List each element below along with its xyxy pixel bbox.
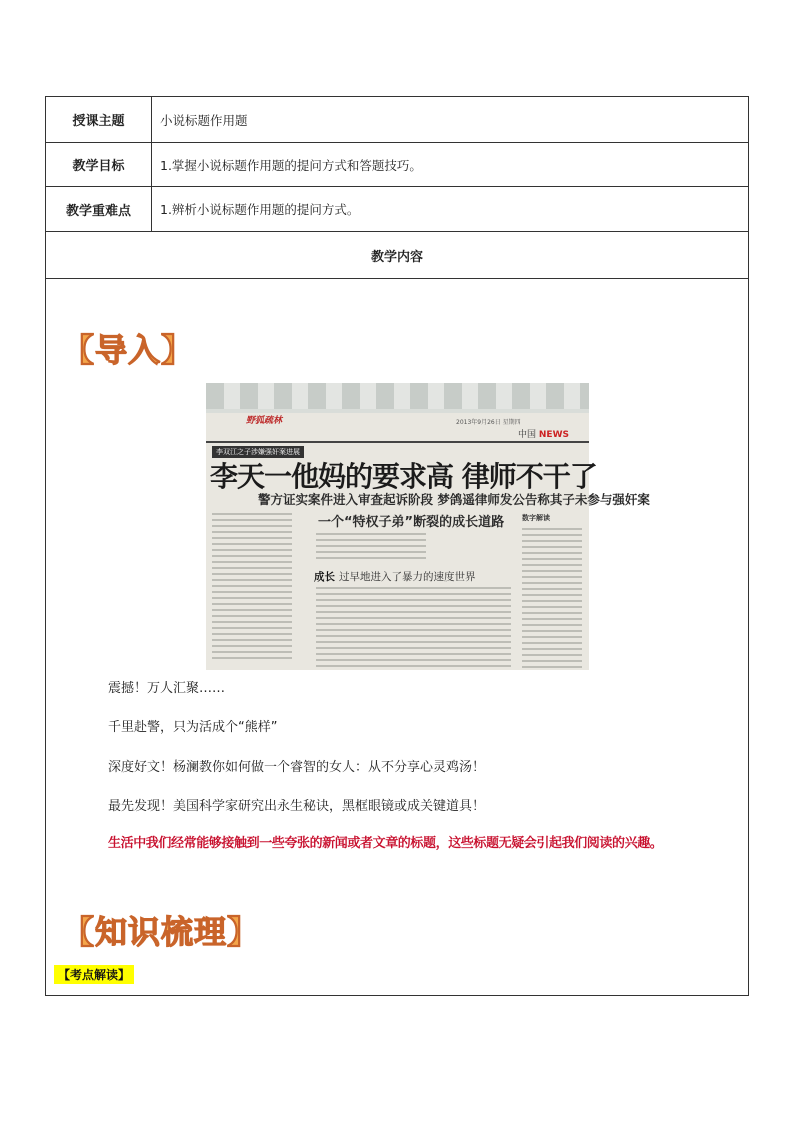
teaching-content	[46, 279, 748, 995]
key-points-value: 1.辨析小说标题作用题的提问方式。	[160, 202, 360, 217]
example-title-4: 最先发现！美国科学家研究出永生秘诀，黑框眼镜或成关键道具！	[108, 799, 486, 814]
key-points-label: 教学重难点	[46, 187, 152, 231]
lesson-plan-table	[45, 96, 749, 996]
intro-heading: 【导入】	[62, 331, 195, 369]
row-key-points	[46, 187, 748, 232]
objective-label: 教学目标	[46, 143, 152, 186]
intro-summary: 生活中我们经常能够接触到一些夸张的新闻或者文章的标题，这些标题无疑会引起我们阅读的兴趣。	[108, 836, 663, 851]
newspaper-date: 2013年9月26日 星期四	[456, 419, 521, 426]
newspaper-headline: 李天一他妈的要求高 律师不干了	[210, 460, 597, 493]
newspaper-photo	[206, 383, 650, 670]
newspaper-column-right	[522, 528, 582, 668]
newspaper-story-title: 一个“特权子弟”断裂的成长道路	[318, 515, 505, 530]
example-title-2: 千里赴警，只为活成个“熊样”	[108, 720, 278, 735]
example-title-3: 深度好文！杨澜教你如何做一个睿智的女人：从不分享心灵鸡汤！	[108, 760, 486, 775]
newspaper-masthead: 野狐疏林	[246, 416, 283, 426]
exam-point-tag: 【考点解读】	[54, 965, 134, 984]
newspaper-wall-edge	[206, 383, 589, 409]
topic-label: 授课主题	[46, 97, 152, 142]
newspaper-section-name: 中国	[518, 430, 537, 440]
knowledge-heading: 【知识梳理】	[62, 913, 261, 951]
newspaper-growth-label: 成长	[314, 571, 335, 583]
newspaper-side-title: 数字解读	[522, 514, 550, 522]
topic-value: 小说标题作用题	[160, 112, 248, 128]
objective-value: 1.掌握小说标题作用题的提问方式和答题技巧。	[160, 157, 422, 173]
newspaper-growth-line	[314, 569, 476, 584]
example-title-1: 震撼！万人汇聚……	[108, 681, 226, 696]
newspaper-subhead: 警方证实案件进入审查起诉阶段 梦鸽遥律师发公告称其子未参与强奸案	[258, 492, 650, 507]
newspaper-growth-text: 过早地进入了暴力的速度世界	[339, 571, 476, 583]
newspaper-column-mid	[316, 533, 426, 563]
newspaper-rule	[206, 441, 589, 443]
content-header: 教学内容	[46, 232, 748, 279]
row-objective	[46, 143, 748, 187]
newspaper-section-brand: NEWS	[538, 430, 569, 440]
newspaper-kicker: 李双江之子涉嫌强奸案进展	[212, 446, 304, 458]
row-topic	[46, 97, 748, 143]
newspaper-section	[518, 427, 569, 440]
newspaper-column-body	[316, 587, 511, 667]
newspaper-column-left	[212, 513, 292, 663]
